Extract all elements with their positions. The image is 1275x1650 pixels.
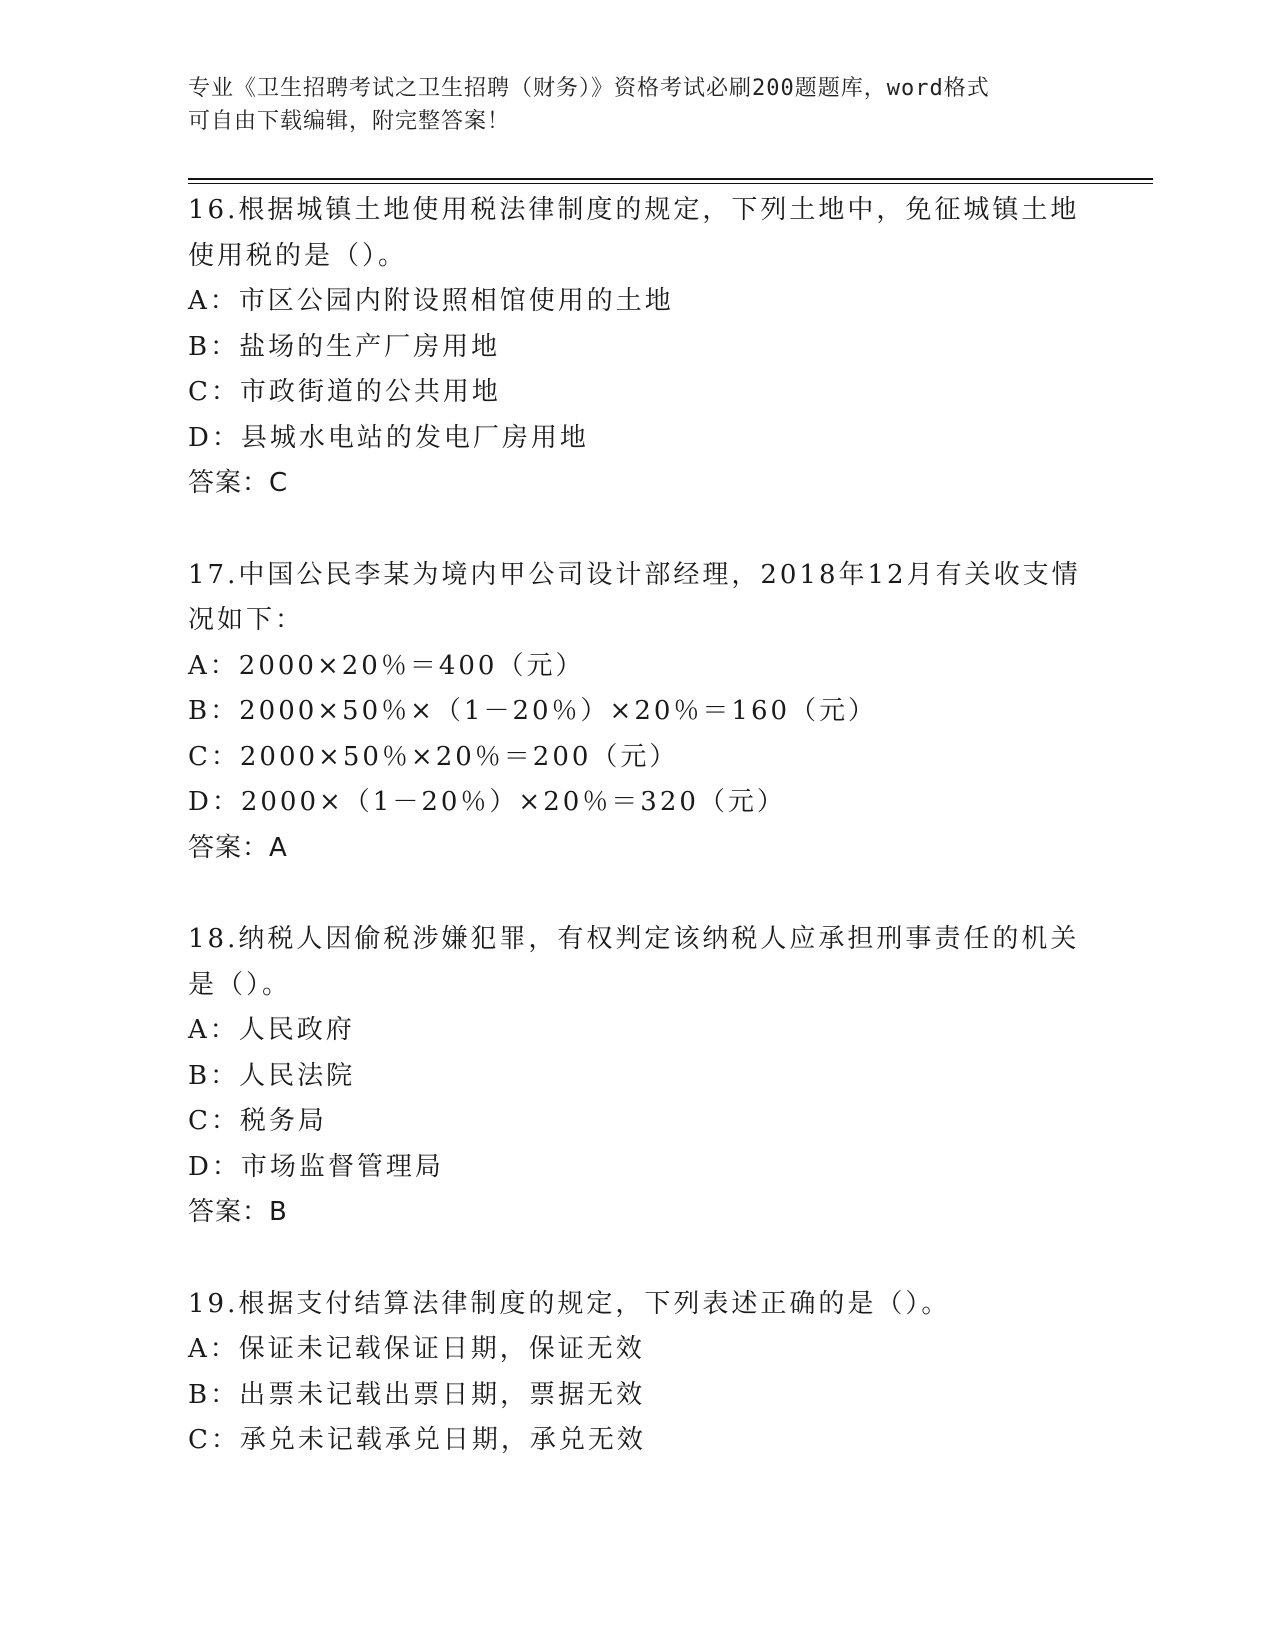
- question-17-option-a: A：2000×20％＝400（元）: [188, 650, 585, 681]
- header-rule-thin: [188, 183, 1153, 184]
- question-18-option-c: C：税务局: [188, 1106, 327, 1136]
- question-19-option-c: C：承兑未记载承兑日期，承兑无效: [188, 1425, 646, 1455]
- question-17-option-c: C：2000×50％×20％＝200（元）: [188, 741, 679, 772]
- question-18-option-a: A：人民政府: [188, 1015, 355, 1045]
- question-list: [188, 188, 1088, 1510]
- question-18: [188, 917, 1088, 1236]
- question-16-text-line-2: 使用税的是（）。: [188, 240, 408, 271]
- question-18-option-b: B：人民法院: [188, 1060, 356, 1091]
- header-line-2: 可自由下载编辑，附完整答案！: [188, 109, 511, 134]
- question-16-text-line-1: 16.根据城镇土地使用税法律制度的规定，下列土地中，免征城镇土地: [188, 195, 1080, 225]
- question-17-option-d: D：2000×（1－20％）×20％＝320（元）: [188, 787, 786, 817]
- question-19-option-a: A：保证未记载保证日期，保证无效: [188, 1334, 645, 1364]
- question-18-option-d: D：市场监督管理局: [188, 1151, 444, 1182]
- question-17-text-line-1: 17.中国公民李某为境内甲公司设计部经理，2018年12月有关收支情: [188, 559, 1081, 590]
- question-18-text-line-1: 18.纳税人因偷税涉嫌犯罪，有权判定该纳税人应承担刑事责任的机关: [188, 924, 1080, 954]
- question-16: [188, 188, 1088, 507]
- question-17-answer: 答案：A: [188, 832, 288, 863]
- question-16-option-d: D：县城水电站的发电厂房用地: [188, 422, 589, 453]
- question-16-answer: 答案：C: [188, 468, 289, 498]
- document-header: [188, 72, 1088, 138]
- header-rule-thick: [188, 178, 1153, 180]
- question-18-answer: 答案：B: [188, 1197, 288, 1227]
- question-17-text-line-2: 况如下：: [188, 605, 305, 635]
- question-19-text-line-1: 19.根据支付结算法律制度的规定，下列表述正确的是（）。: [188, 1288, 951, 1319]
- question-19-option-b: B：出票未记载出票日期，票据无效: [188, 1379, 646, 1410]
- question-16-option-b: B：盐场的生产厂房用地: [188, 331, 501, 362]
- question-17-option-b: B：2000×50％×（1－20％）×20％＝160（元）: [188, 696, 878, 726]
- question-16-option-a: A：市区公园内附设照相馆使用的土地: [188, 286, 674, 316]
- question-19: [188, 1282, 1088, 1464]
- question-17: [188, 553, 1088, 872]
- question-16-option-c: C：市政街道的公共用地: [188, 377, 501, 407]
- question-18-text-line-2: 是（）。: [188, 969, 292, 1000]
- header-line-1: 专业《卫生招聘考试之卫生招聘（财务）》资格考试必刷200题题库，word格式: [188, 76, 990, 101]
